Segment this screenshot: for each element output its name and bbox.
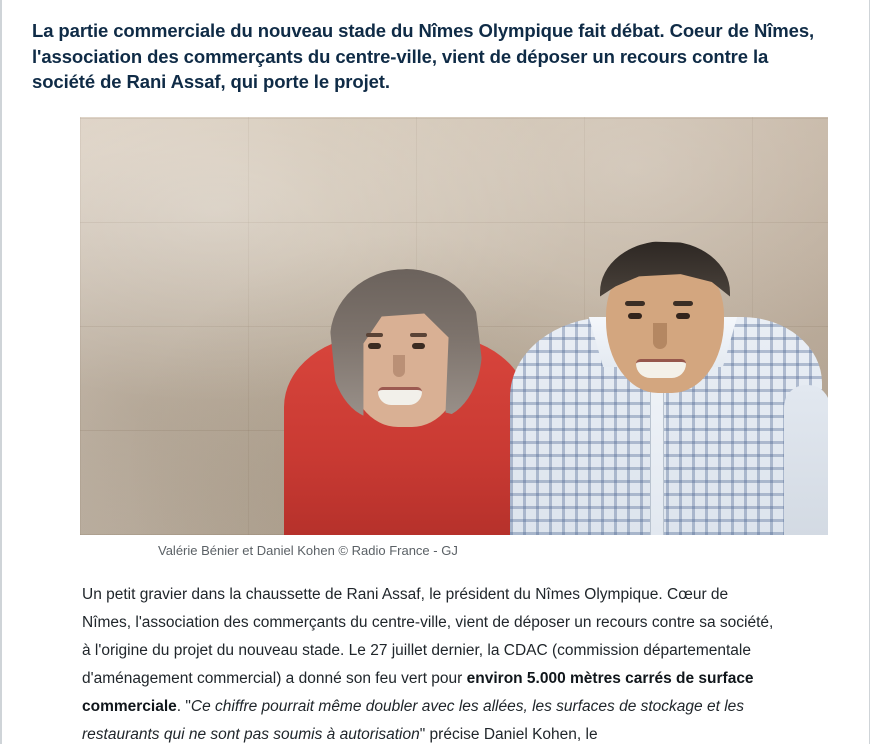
paragraph-text-part2: . "	[176, 697, 191, 715]
person-left-eye-left	[368, 343, 381, 349]
person-right-brow-left	[625, 301, 645, 306]
paragraph-highlight: environ 5.000 mètres carrés de surface commerciale	[82, 669, 754, 715]
person-right-smile	[636, 359, 686, 378]
person-right-nose	[653, 323, 667, 349]
person-right-eye-right	[676, 313, 690, 319]
paragraph-quote: Ce chiffre pourrait même doubler avec les allées, les surfaces de stockage et les restaurants qui ne sont pas soumis à autorisation	[82, 697, 745, 743]
person-left-eye-right	[412, 343, 425, 349]
paragraph-text-part1: Un petit gravier dans la chaussette de Rani Assaf, le président du Nîmes Olympique. Cœur de Nîmes, l'association des commerçants du centre-ville, vient de déposer un recours contre sa société, à l'origine du projet du nouveau stade. Le 27 juillet dernier, la CDAC (commission départementale d'aménagement commercial) a donné son feu vert pour	[82, 585, 774, 687]
photo-caption: Valérie Bénier et Daniel Kohen © Radio France - GJ	[158, 542, 458, 558]
person-left-brow-left	[366, 333, 383, 337]
photo-person-right	[510, 195, 828, 535]
article-figure	[2, 117, 869, 559]
article-lede: La partie commerciale du nouveau stade du Nîmes Olympique fait débat. Coeur de Nîmes, l'association des commerçants du centre-ville, vient de déposer un recours contre la société de Rani Assaf, qui porte le projet.	[32, 20, 815, 92]
article-body-paragraph	[2, 581, 869, 749]
article-photo	[80, 117, 828, 535]
person-left-smile	[378, 387, 422, 405]
person-right-arm	[784, 385, 828, 535]
person-right-eye-left	[628, 313, 642, 319]
person-left-nose	[393, 355, 405, 377]
photo-person-left	[276, 235, 536, 535]
person-right-brow-right	[673, 301, 693, 306]
paragraph-text-part3: " précise Daniel Kohen, le	[419, 725, 598, 743]
person-left-brow-right	[410, 333, 427, 337]
